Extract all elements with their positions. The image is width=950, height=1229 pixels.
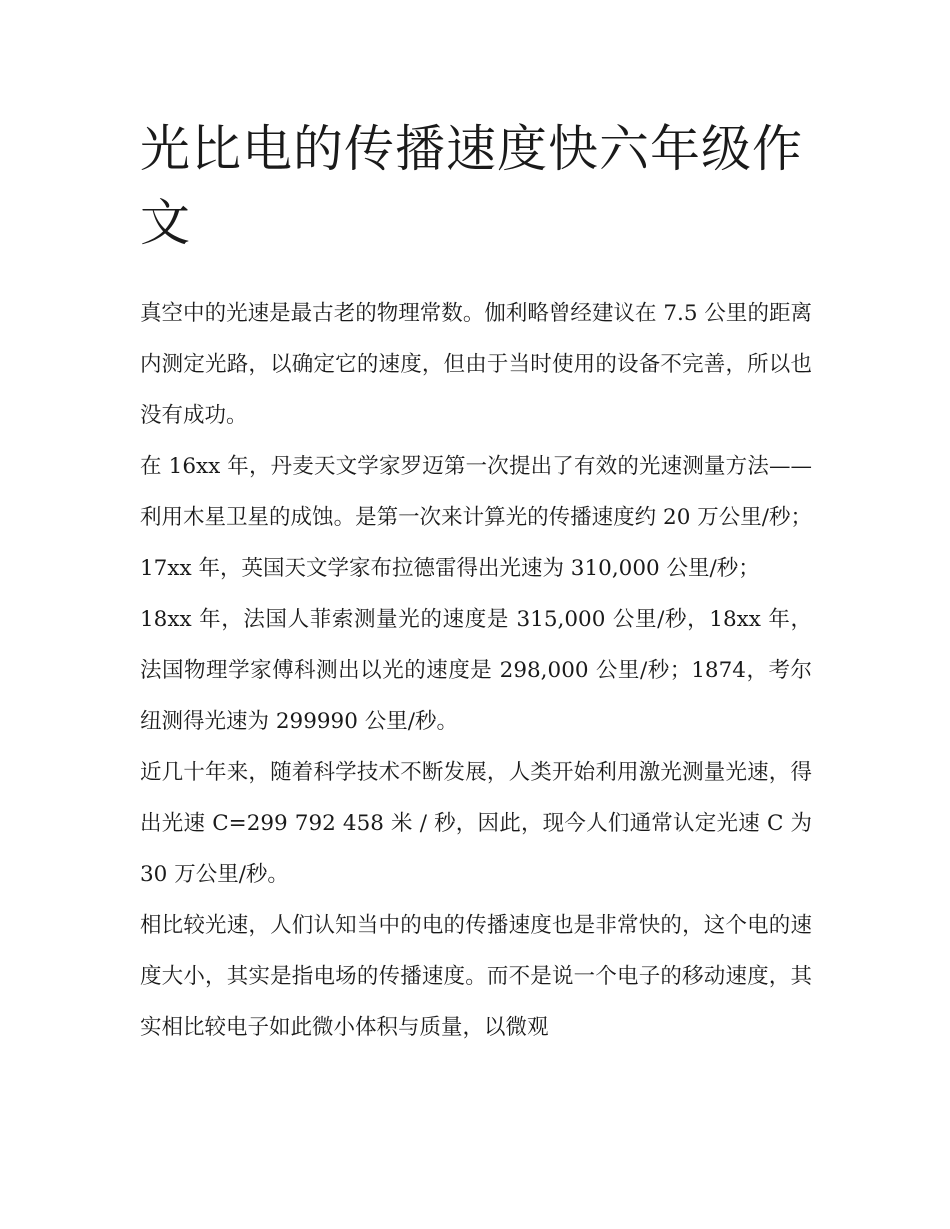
paragraph-3: 18xx 年，法国人菲索测量光的速度是 315,000 公里/秒，18xx 年，法国物理学家傅科测出以光的速度是 298,000 公里/秒；1874，考尔纽测得光速为 299990 公里/秒。 — [140, 607, 812, 734]
document-page — [140, 112, 812, 1053]
paragraph-1: 真空中的光速是最古老的物理常数。伽利略曾经建议在 7.5 公里的距离内测定光路，以确定它的速度，但由于当时使用的设备不完善，所以也没有成功。 — [140, 301, 812, 428]
paragraph-2: 在 16xx 年，丹麦天文学家罗迈第一次提出了有效的光速测量方法——利用木星卫星的成蚀。是第一次来计算光的传播速度约 20 万公里/秒；17xx 年，英国天文学家布拉德雷得出光速为 310,000 公里/秒； — [140, 454, 812, 581]
document-title: 光比电的传播速度快六年级作文 — [140, 120, 803, 252]
paragraph-4: 近几十年来，随着科学技术不断发展，人类开始利用激光测量光速，得出光速 C=299 792 458 米 / 秒，因此，现今人们通常认定光速 C 为 30 万公里/秒。 — [140, 760, 812, 887]
paragraph-5: 相比较光速，人们认知当中的电的传播速度也是非常快的，这个电的速度大小，其实是指电场的传播速度。而不是说一个电子的移动速度，其实相比较电子如此微小体积与质量，以微观 — [140, 913, 812, 1040]
